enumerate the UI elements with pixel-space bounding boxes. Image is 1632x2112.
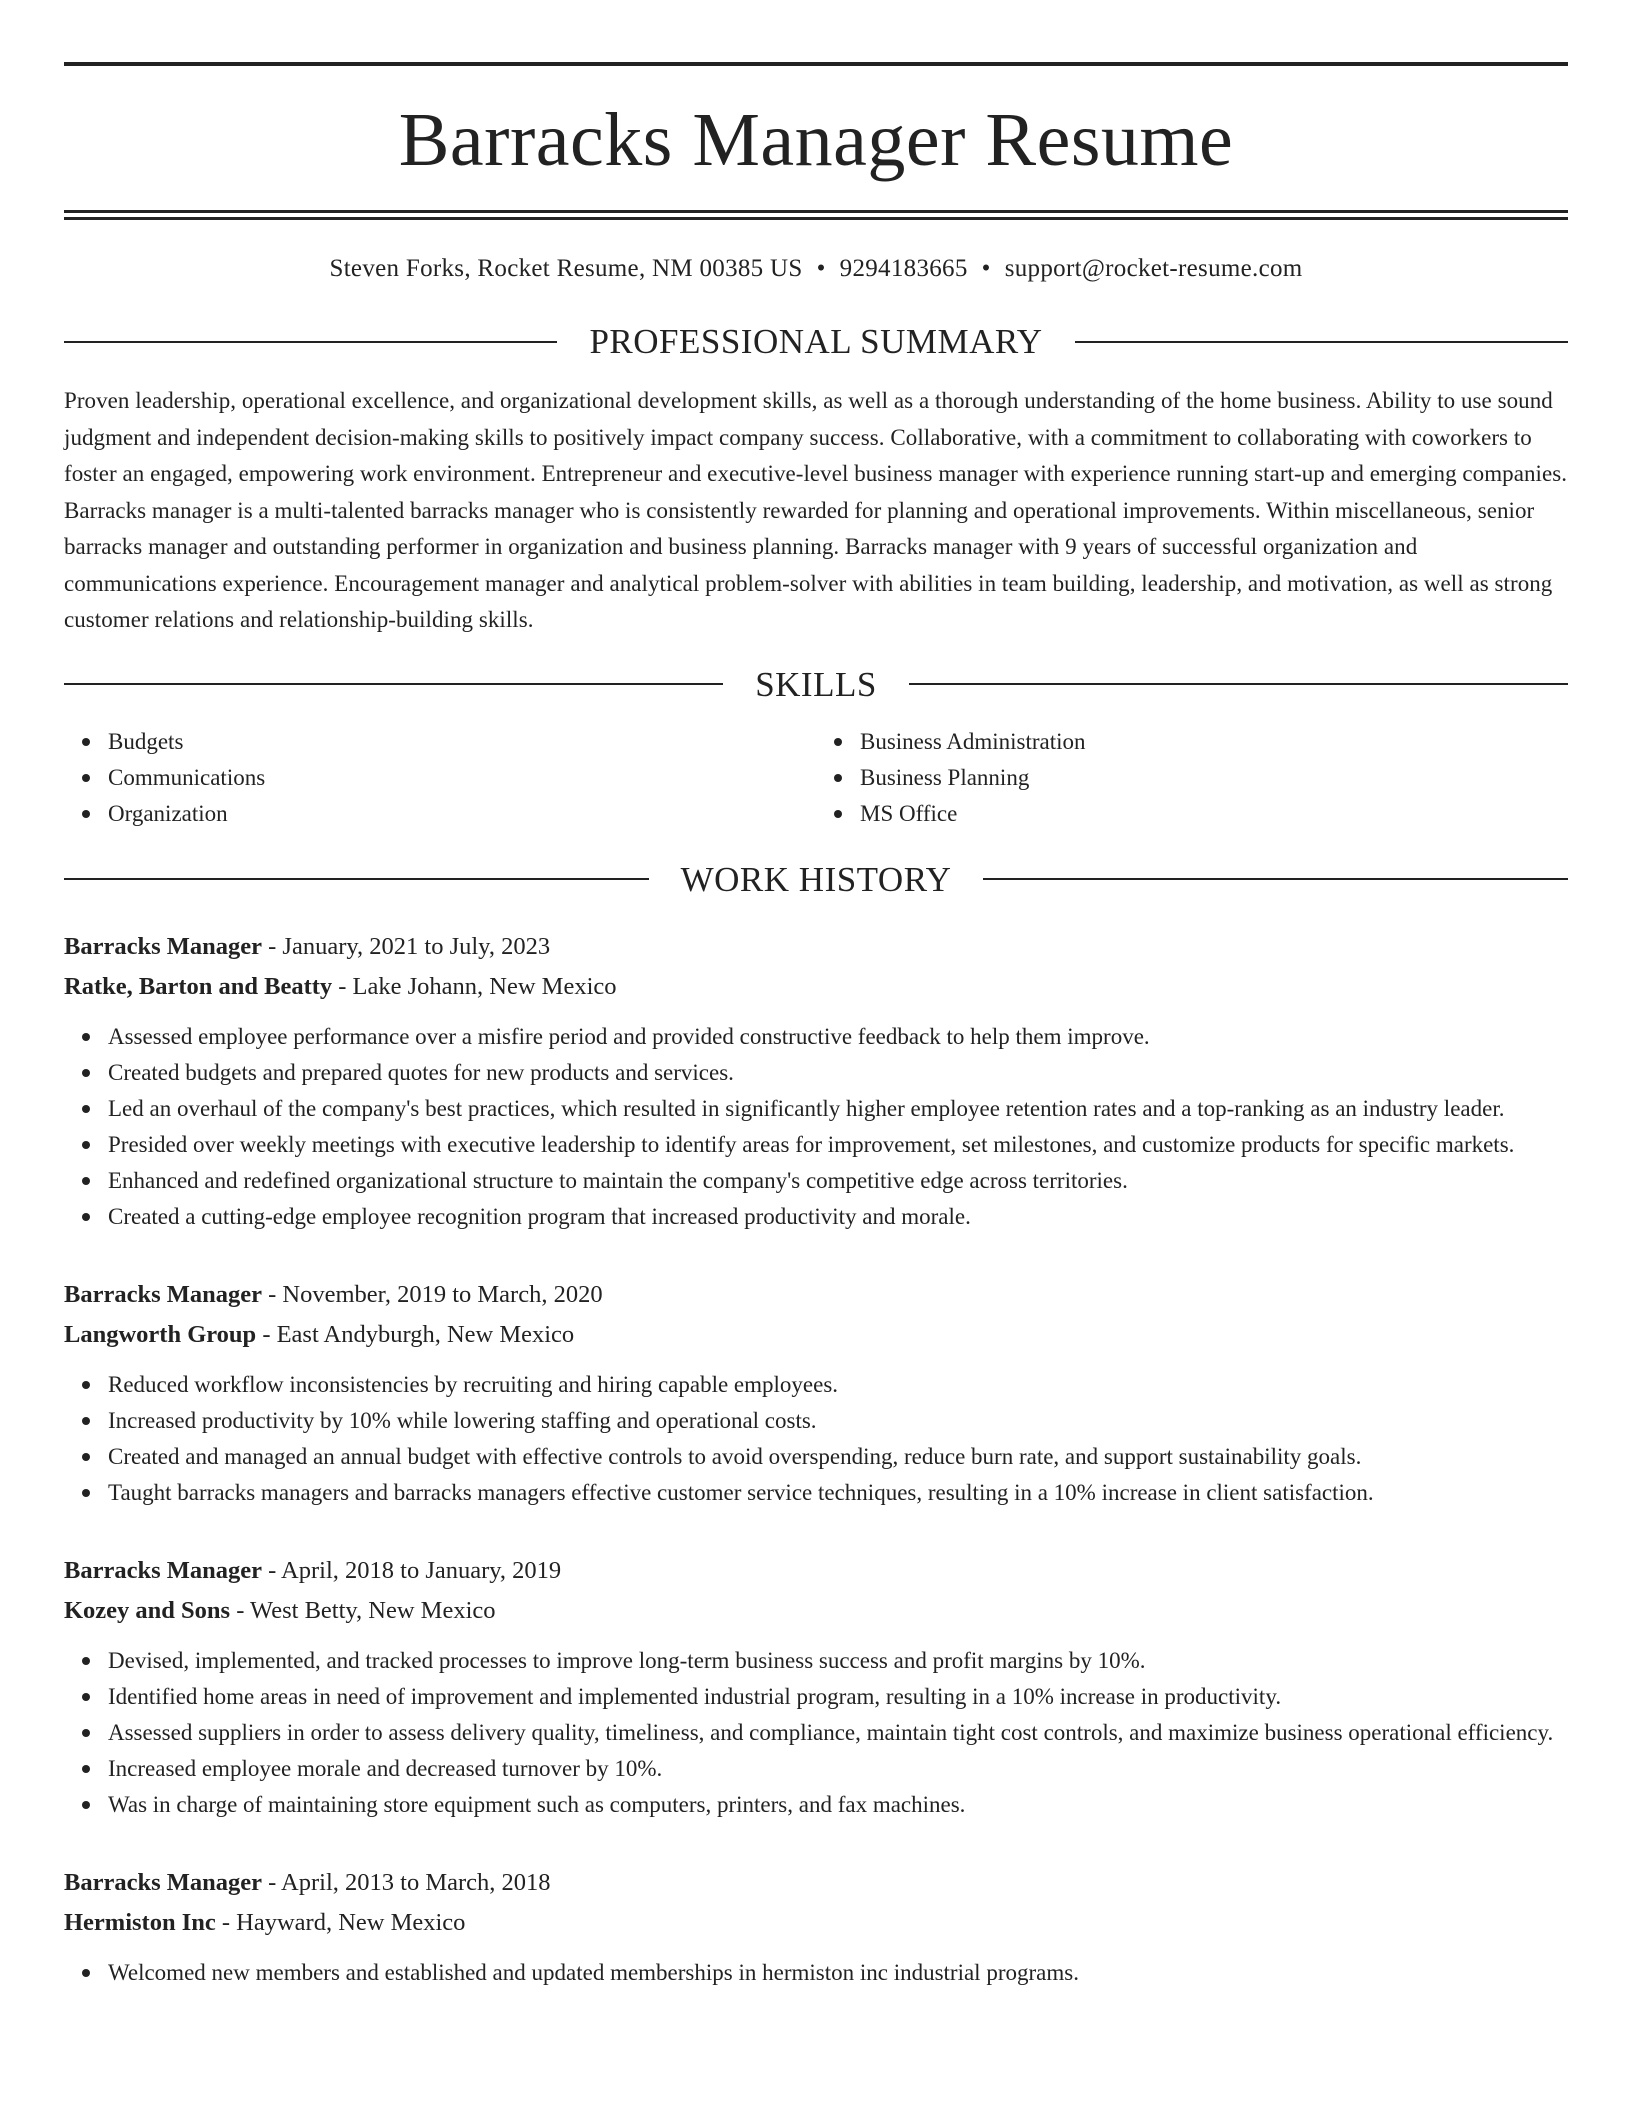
job-bullet: Assessed suppliers in order to assess delivery quality, timeliness, and compliance, maintain tight cost controls, and maximize business operational efficiency. (108, 1715, 1568, 1751)
contact-separator: • (816, 255, 826, 282)
job-company-line (64, 967, 1568, 1007)
skills-column-right (816, 724, 1568, 832)
job-entry (64, 927, 1568, 1235)
job-bullet: Enhanced and redefined organizational structure to maintain the company's competitive edge across territories. (108, 1163, 1568, 1199)
job-title-line (64, 927, 1568, 967)
skills-heading (64, 664, 1568, 704)
job-company: Ratke, Barton and Beatty (64, 972, 333, 1000)
job-title: Barracks Manager (64, 1868, 262, 1896)
job-bullet: Created and managed an annual budget with effective controls to avoid overspending, reduce burn rate, and support sustainability goals. (108, 1439, 1568, 1475)
job-bullet: Taught barracks managers and barracks managers effective customer service techniques, resulting in a 10% increase in client satisfaction. (108, 1475, 1568, 1511)
heading-rule-right (1075, 341, 1568, 343)
job-bullets (64, 1643, 1568, 1823)
contact-separator: • (981, 255, 991, 282)
job-bullet: Created budgets and prepared quotes for new products and services. (108, 1055, 1568, 1091)
job-title: Barracks Manager (64, 1556, 262, 1584)
work-history-heading (64, 859, 1568, 899)
summary-text: Proven leadership, operational excellence, and organizational development skills, as well as a thorough understanding of the home business. Ability to use sound judgment and independent decision-making skills to positively impact company success. Collaborative, with a commitment to collaborating with coworkers to foster an engaged, empowering work environment. Entrepreneur and executive-level business manager with experience running start-up and emerging companies. Barracks manager is a multi-talented barracks manager who is consistently rewarded for planning and operational improvements. Within miscellaneous, senior barracks manager and outstanding performer in organization and business planning. Barracks manager with 9 years of successful organization and communications experience. Encouragement manager and analytical problem-solver with abilities in team building, leadership, and motivation, as well as strong customer relations and relationship-building skills. (64, 388, 1568, 632)
job-dates: - April, 2018 to January, 2019 (262, 1556, 562, 1584)
job-bullet: Created a cutting-edge employee recognition program that increased productivity and morale. (108, 1199, 1568, 1235)
heading-rule-left (64, 341, 557, 343)
job-entry (64, 1551, 1568, 1823)
job-company: Kozey and Sons (64, 1596, 231, 1624)
skill-item: Communications (108, 760, 816, 796)
resume-page (64, 0, 1568, 1991)
contact-phone: 9294183665 (839, 255, 968, 282)
skill-item: Budgets (108, 724, 816, 760)
job-bullet: Welcomed new members and established and updated memberships in hermiston inc industrial programs. (108, 1955, 1568, 1991)
skill-item: MS Office (860, 796, 1568, 832)
job-title-line (64, 1275, 1568, 1315)
job-title-line (64, 1863, 1568, 1903)
job-bullet: Increased productivity by 10% while lowering staffing and operational costs. (108, 1403, 1568, 1439)
contact-line (64, 254, 1568, 284)
skill-item: Business Planning (860, 760, 1568, 796)
job-title: Barracks Manager (64, 932, 262, 960)
job-bullet: Increased employee morale and decreased turnover by 10%. (108, 1751, 1568, 1787)
job-bullets (64, 1367, 1568, 1511)
summary-heading-label: PROFESSIONAL SUMMARY (589, 322, 1043, 361)
heading-rule-left (64, 878, 649, 880)
job-location: - West Betty, New Mexico (230, 1596, 496, 1624)
skills-list (64, 724, 1568, 832)
work-history-heading-label: WORK HISTORY (680, 859, 952, 899)
job-bullets (64, 1955, 1568, 1991)
skills-heading-label: SKILLS (755, 664, 877, 704)
title-double-rule (64, 210, 1568, 220)
job-bullet: Led an overhaul of the company's best practices, which resulted in significantly higher employee retention rates and a top-ranking as an industry leader. (108, 1091, 1568, 1127)
heading-rule-left (64, 683, 723, 685)
job-title: Barracks Manager (64, 1280, 262, 1308)
job-entry (64, 1275, 1568, 1511)
job-bullet: Identified home areas in need of improvement and implemented industrial program, resulting in a 10% increase in productivity. (108, 1679, 1568, 1715)
heading-rule-right (983, 878, 1568, 880)
summary-heading (64, 324, 1568, 359)
job-bullet: Devised, implemented, and tracked processes to improve long-term business success and profit margins by 10%. (108, 1643, 1568, 1679)
skill-item: Organization (108, 796, 816, 832)
job-bullet: Assessed employee performance over a misfire period and provided constructive feedback to help them improve. (108, 1019, 1568, 1055)
skills-column-left (64, 724, 816, 832)
job-entry (64, 1863, 1568, 1991)
job-bullet: Was in charge of maintaining store equipment such as computers, printers, and fax machines. (108, 1787, 1568, 1823)
job-dates: - April, 2013 to March, 2018 (262, 1868, 551, 1896)
top-rule (64, 62, 1568, 66)
job-bullets (64, 1019, 1568, 1235)
job-bullet: Presided over weekly meetings with executive leadership to identify areas for improvement, set milestones, and customize products for specific markets. (108, 1127, 1568, 1163)
job-bullet: Reduced workflow inconsistencies by recruiting and hiring capable employees. (108, 1367, 1568, 1403)
job-title-line (64, 1551, 1568, 1591)
job-location: - Lake Johann, New Mexico (332, 972, 617, 1000)
job-location: - Hayward, New Mexico (215, 1908, 466, 1936)
heading-rule-right (909, 683, 1568, 685)
job-company-line (64, 1591, 1568, 1631)
job-company: Langworth Group (64, 1320, 257, 1348)
job-company-line (64, 1315, 1568, 1355)
job-company-line (64, 1903, 1568, 1943)
job-dates: - January, 2021 to July, 2023 (262, 932, 551, 960)
job-company: Hermiston Inc (64, 1908, 216, 1936)
contact-email: support@rocket-resume.com (1004, 255, 1303, 282)
job-location: - East Andyburgh, New Mexico (256, 1320, 575, 1348)
skill-item: Business Administration (860, 724, 1568, 760)
page-title: Barracks Manager Resume (398, 98, 1234, 182)
contact-address: Steven Forks, Rocket Resume, NM 00385 US (329, 255, 803, 282)
job-dates: - November, 2019 to March, 2020 (262, 1280, 603, 1308)
